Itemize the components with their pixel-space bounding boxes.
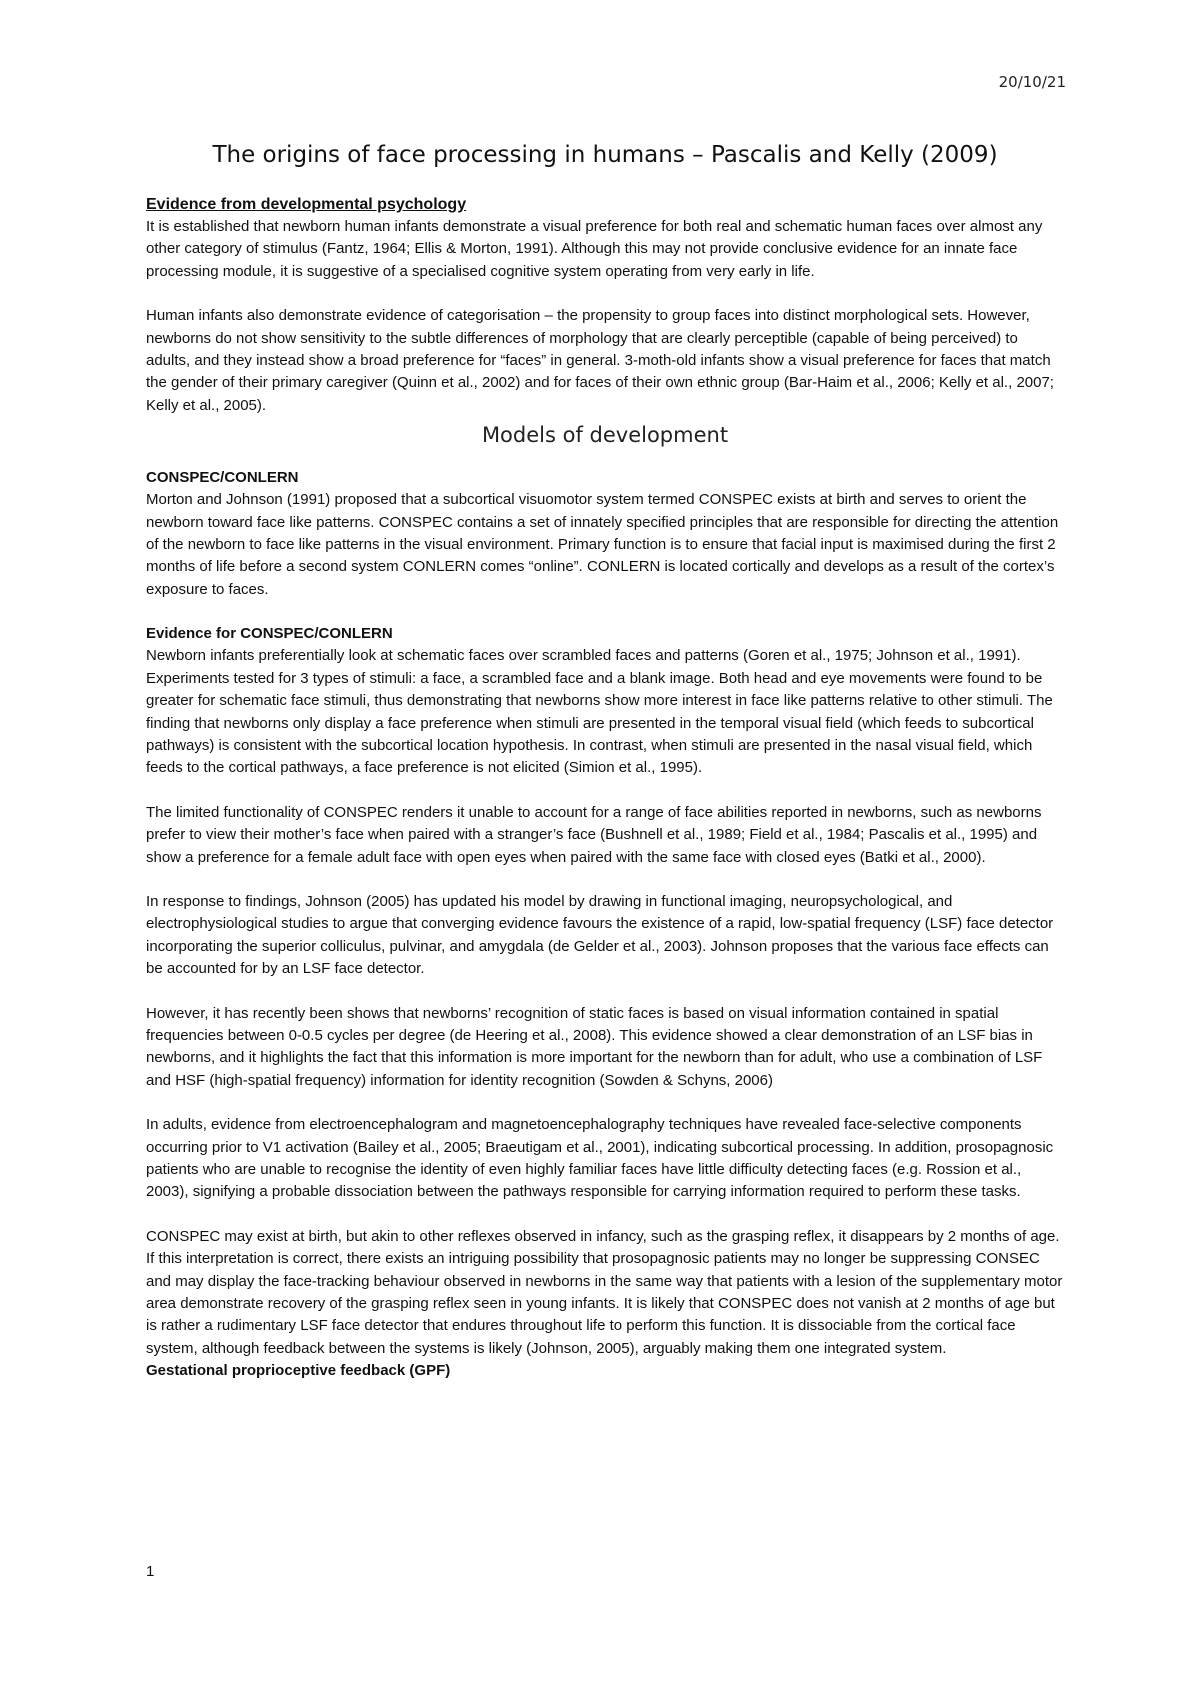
document-body [146, 142, 1064, 1382]
paragraph-evidence-1: Newborn infants preferentially look at schematic faces over scrambled faces and patterns (Goren et al., 1975; Johnson et al., 1991). Experiments tested for 3 types of stimuli: a face, a scrambled face and a blank image. Both head and eye movements were found to be greater for schematic face stimuli, thus demonstrating that newborns show more interest in face like patterns relative to other stimuli. The finding that newborns only display a face preference when stimuli are presented in the temporal visual field (which feeds to subcortical pathways) is consistent with the subcortical location hypothesis. In contrast, when stimuli are presented in the nasal visual field, which feeds to the cortical pathways, a face preference is not elicited (Simion et al., 1995). [146, 647, 1053, 777]
paragraph-evidence-5: In adults, evidence from electroencephalogram and magnetoencephalography techniques have revealed face-selective components occurring prior to V1 activation (Bailey et al., 2005; Braeutigam et al., 2001), indicating subcortical processing. In addition, prosopagnosic patients who are unable to recognise the identity of even highly familiar faces have little difficulty detecting faces (e.g. Rossion et al., 2003), signifying a probable dissociation between the pathways responsible for carrying information required to perform these tasks. [146, 1116, 1054, 1201]
document-title: The origins of face processing in humans – Pascalis and Kelly (2009) [212, 142, 998, 168]
paragraph-spacer [146, 601, 1064, 623]
paragraph-dev-2: Human infants also demonstrate evidence of categorisation – the propensity to group faces into distinct morphological sets. However, newborns do not show sensitivity to the subtle differences of morphology that are clearly perceptible (capable of being perceived) to adults, and they instead show a broad preference for “faces” in general. 3-moth-old infants show a visual preference for faces that match the gender of their primary caregiver (Quinn et al., 2002) and for faces of their own ethnic group (Bar-Haim et al., 2006; Kelly et al., 2007; Kelly et al., 2005). [146, 307, 1054, 414]
header-date: 20/10/21 [998, 73, 1066, 91]
paragraph-spacer [146, 1092, 1064, 1114]
paragraph-spacer [146, 780, 1064, 802]
heading-evidence-developmental: Evidence from developmental psychology [146, 196, 467, 213]
paragraph-evidence-6: CONSPEC may exist at birth, but akin to other reflexes observed in infancy, such as the grasping reflex, it disappears by 2 months of age. If this interpretation is correct, there exists an intriguing possibility that prosopagnosic patients may no longer be suppressing CONSEC and may display the face-tracking behaviour observed in newborns in the same way that patients with a lesion of the supplementary motor area demonstrate recovery of the grasping reflex seen in young infants. It is likely that CONSPEC does not vanish at 2 months of age but is rather a rudimentary LSF face detector that endures throughout life to perform this function. It is dissociable from the cortical face system, although feedback between the systems is likely (Johnson, 2005), arguably making them one integrated system. [146, 1227, 1063, 1357]
heading-gpf: Gestational proprioceptive feedback (GPF) [146, 1362, 451, 1380]
paragraph-spacer [146, 283, 1064, 305]
paragraph-spacer [146, 869, 1064, 891]
heading-evidence-conspec: Evidence for CONSPEC/CONLERN [146, 625, 393, 643]
paragraph-spacer [146, 981, 1064, 1003]
heading-conspec-conlern: CONSPEC/CONLERN [146, 469, 299, 487]
paragraph-conspec: Morton and Johnson (1991) proposed that a subcortical visuomotor system termed CONSPEC exists at birth and serves to orient the newborn toward face like patterns. CONSPEC contains a set of innately specified principles that are responsible for directing the attention of the newborn to face like patterns in the visual environment. Primary function is to ensure that facial input is maximised during the first 2 months of life before a second system CONLERN comes “online”. CONLERN is located cortically and develops as a result of the cortex’s exposure to faces. [146, 491, 1059, 598]
paragraph-evidence-4: However, it has recently been shows that newborns’ recognition of static faces is based on visual information contained in spatial frequencies between 0-0.5 cycles per degree (de Heering et al., 2008). This evidence showed a clear demonstration of an LSF bias in newborns, and it highlights the fact that this information is more important for the newborn than for adult, who use a combination of LSF and HSF (high-spatial frequency) information for identity recognition (Sowden & Schyns, 2006) [146, 1004, 1043, 1089]
paragraph-dev-1: It is established that newborn human infants demonstrate a visual preference for both real and schematic human faces over almost any other category of stimulus (Fantz, 1964; Ellis & Morton, 1991). Although this may not provide conclusive evidence for an innate face processing module, it is suggestive of a specialised cognitive system operating from very early in life. [146, 218, 1043, 280]
section-heading-models: Models of development [481, 423, 729, 448]
paragraph-evidence-3: In response to findings, Johnson (2005) has updated his model by drawing in functional imaging, neuropsychological, and electrophysiological studies to argue that converging evidence favours the existence of a rapid, low-spatial frequency (LSF) face detector incorporating the superior colliculus, pulvinar, and amygdala (de Gelder et al., 2003). Johnson proposes that the various face effects can be accounted for by an LSF face detector. [146, 892, 1054, 978]
page-number: 1 [146, 1563, 155, 1580]
paragraph-evidence-2: The limited functionality of CONSPEC renders it unable to account for a range of face abilities reported in newborns, such as newborns prefer to view their mother’s face when paired with a stranger’s face (Bushnell et al., 1989; Field et al., 1984; Pascalis et al., 1995) and show a preference for a female adult face with open eyes when paired with the same face with closed eyes (Batki et al., 2000). [146, 803, 1042, 866]
paragraph-spacer [146, 1204, 1064, 1226]
